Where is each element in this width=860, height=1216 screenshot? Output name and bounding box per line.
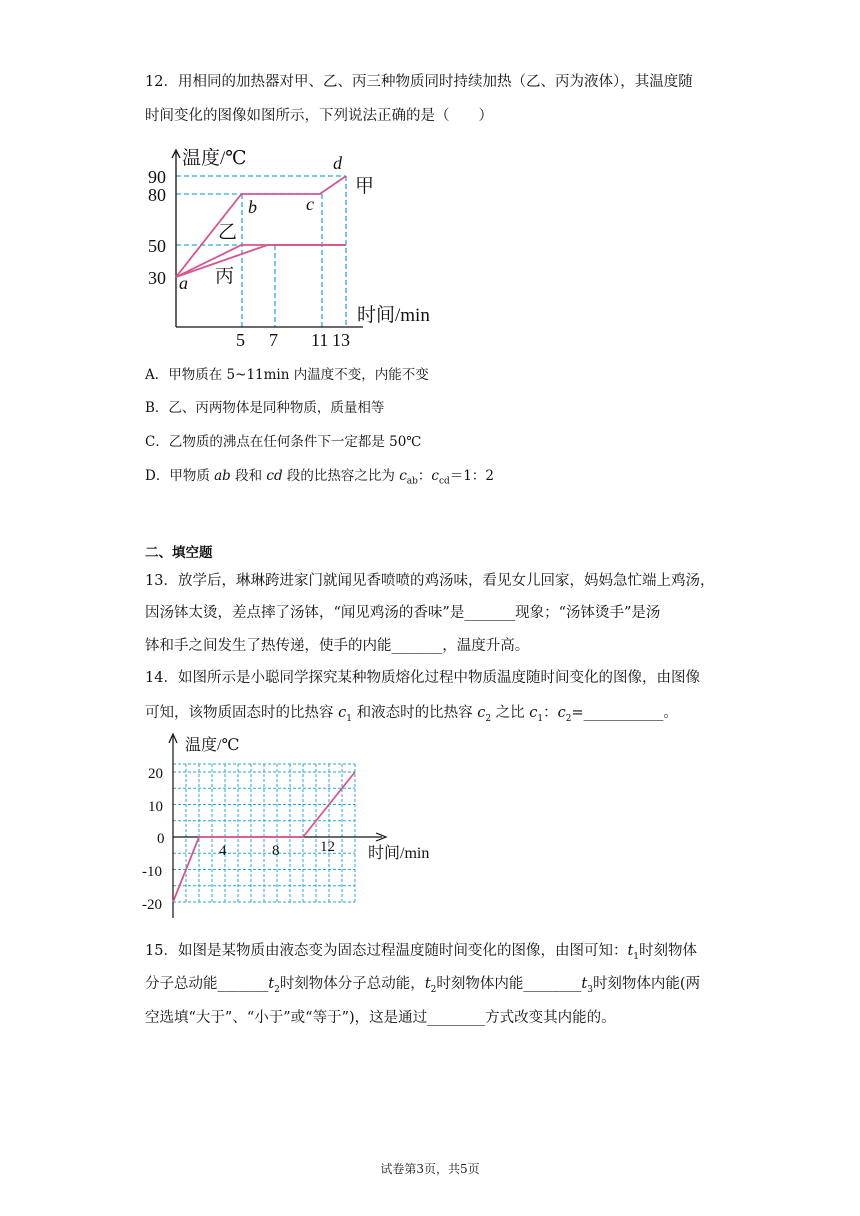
series-label-jia: 甲 [355,176,375,197]
q12-option-a: A．甲物质在 5~11min 内温度不变，内能不变 [145,367,429,383]
q14-text-line1: 14．如图所示是小聪同学探究某种物质熔化过程中物质温度随时间变化的图像，由图像 [145,670,700,686]
q14-grid [173,764,355,904]
q14-xtick-4: 4 [219,843,227,859]
q12-text-line1: 12．用相同的加热器对甲、乙、丙三种物质同时持续加热（乙、丙为液体），其温度随 [145,74,693,90]
q14-ytick-neg20: -20 [142,897,162,913]
q12-ytick-90: 90 [148,167,166,187]
q12-option-d: D．甲物质 ab 段和 cd 段的比热容之比为 $c_{ab}$：$c_{cd}=1$：2 [145,468,494,487]
q14-ytick-10: 10 [148,799,163,815]
q12-xtick-7: 7 [269,330,278,350]
q12-xtick-5: 5 [236,330,245,350]
q15-text-line3: 空选填“大于”、“小于”或“等于”)，这是通过________方式改变其内能的。 [145,1010,616,1026]
q12-series-line-1 [176,245,346,277]
q14-xlabel: 时间/min [368,845,430,862]
q12-series-line-2 [176,245,346,277]
q12-ytick-80: 80 [148,185,166,205]
q15-text-line1: 15．如图是某物质由液态变为固态过程温度随时间变化的图像，由图可知：$t_1$时刻物体 [145,943,698,962]
q14-ylabel: 温度/℃ [185,737,240,754]
q13-text-line3: 钵和手之间发生了热传递，使手的内能_______，温度升高。 [145,638,530,654]
q14-ytick-0: 0 [157,831,165,847]
q12-series-line-0 [176,176,346,277]
q12-xlabel: 时间/min [357,305,430,326]
section-heading: 二、填空题 [145,545,213,561]
q14-ytick-20: 20 [148,766,163,782]
q13-text-line1: 13．放学后，琳琳跨进家门就闻见香喷喷的鸡汤味，看见女儿回家，妈妈急忙端上鸡汤， [145,573,715,589]
q12-text-line2: 时间变化的图像如图所示，下列说法正确的是（ ） [145,108,493,124]
q12-option-b: B．乙、丙两物体是同种物质，质量相等 [145,400,385,416]
q12-ytick-30: 30 [148,268,166,288]
q12-xtick-11: 11 [311,330,329,350]
point-label-a: a [179,273,188,293]
chart-q12 [145,140,455,355]
q12-ylabel: 温度/℃ [182,148,247,169]
q12-option-c: C．乙物质的沸点在任何条件下一定都是 50℃ [145,434,422,450]
q12-xtick-13: 13 [332,330,350,350]
q14-xtick-8: 8 [272,843,280,859]
q12-series-group [176,176,346,277]
chart-q14 [140,730,440,925]
point-label-c: c [306,194,314,214]
q15-text-line2: 分子总动能$\_\_\_\_\_\_\_t_2$时刻物体分子总动能，$t_2$时刻物体内能$\_\_\_\_\_\_\_\_t_3$时刻物体内能(两 [145,976,701,995]
q13-text-line2: 因汤钵太烫，差点摔了汤钵，“闻见鸡汤的香味”是_______现象；“汤钵烫手”是汤 [145,605,661,621]
series-label-bing: 丙 [215,266,235,287]
point-label-b: b [248,197,257,217]
page-footer: 试卷第3页，共5页 [380,1162,480,1176]
point-label-d: d [333,153,342,173]
q12-ytick-50: 50 [148,236,166,256]
q14-text-line2: 可知，该物质固态时的比热容 $c_1$ 和液态时的比热容 $c_2$ 之比 $c_1$：$c_2=\_\_\_\_\_\_\_\_\_\_\_$。 [145,705,678,724]
q12-guides [176,176,346,327]
series-label-yi: 乙 [218,222,238,243]
q14-ytick-neg10: -10 [142,864,162,880]
q14-xtick-12: 12 [320,839,335,855]
